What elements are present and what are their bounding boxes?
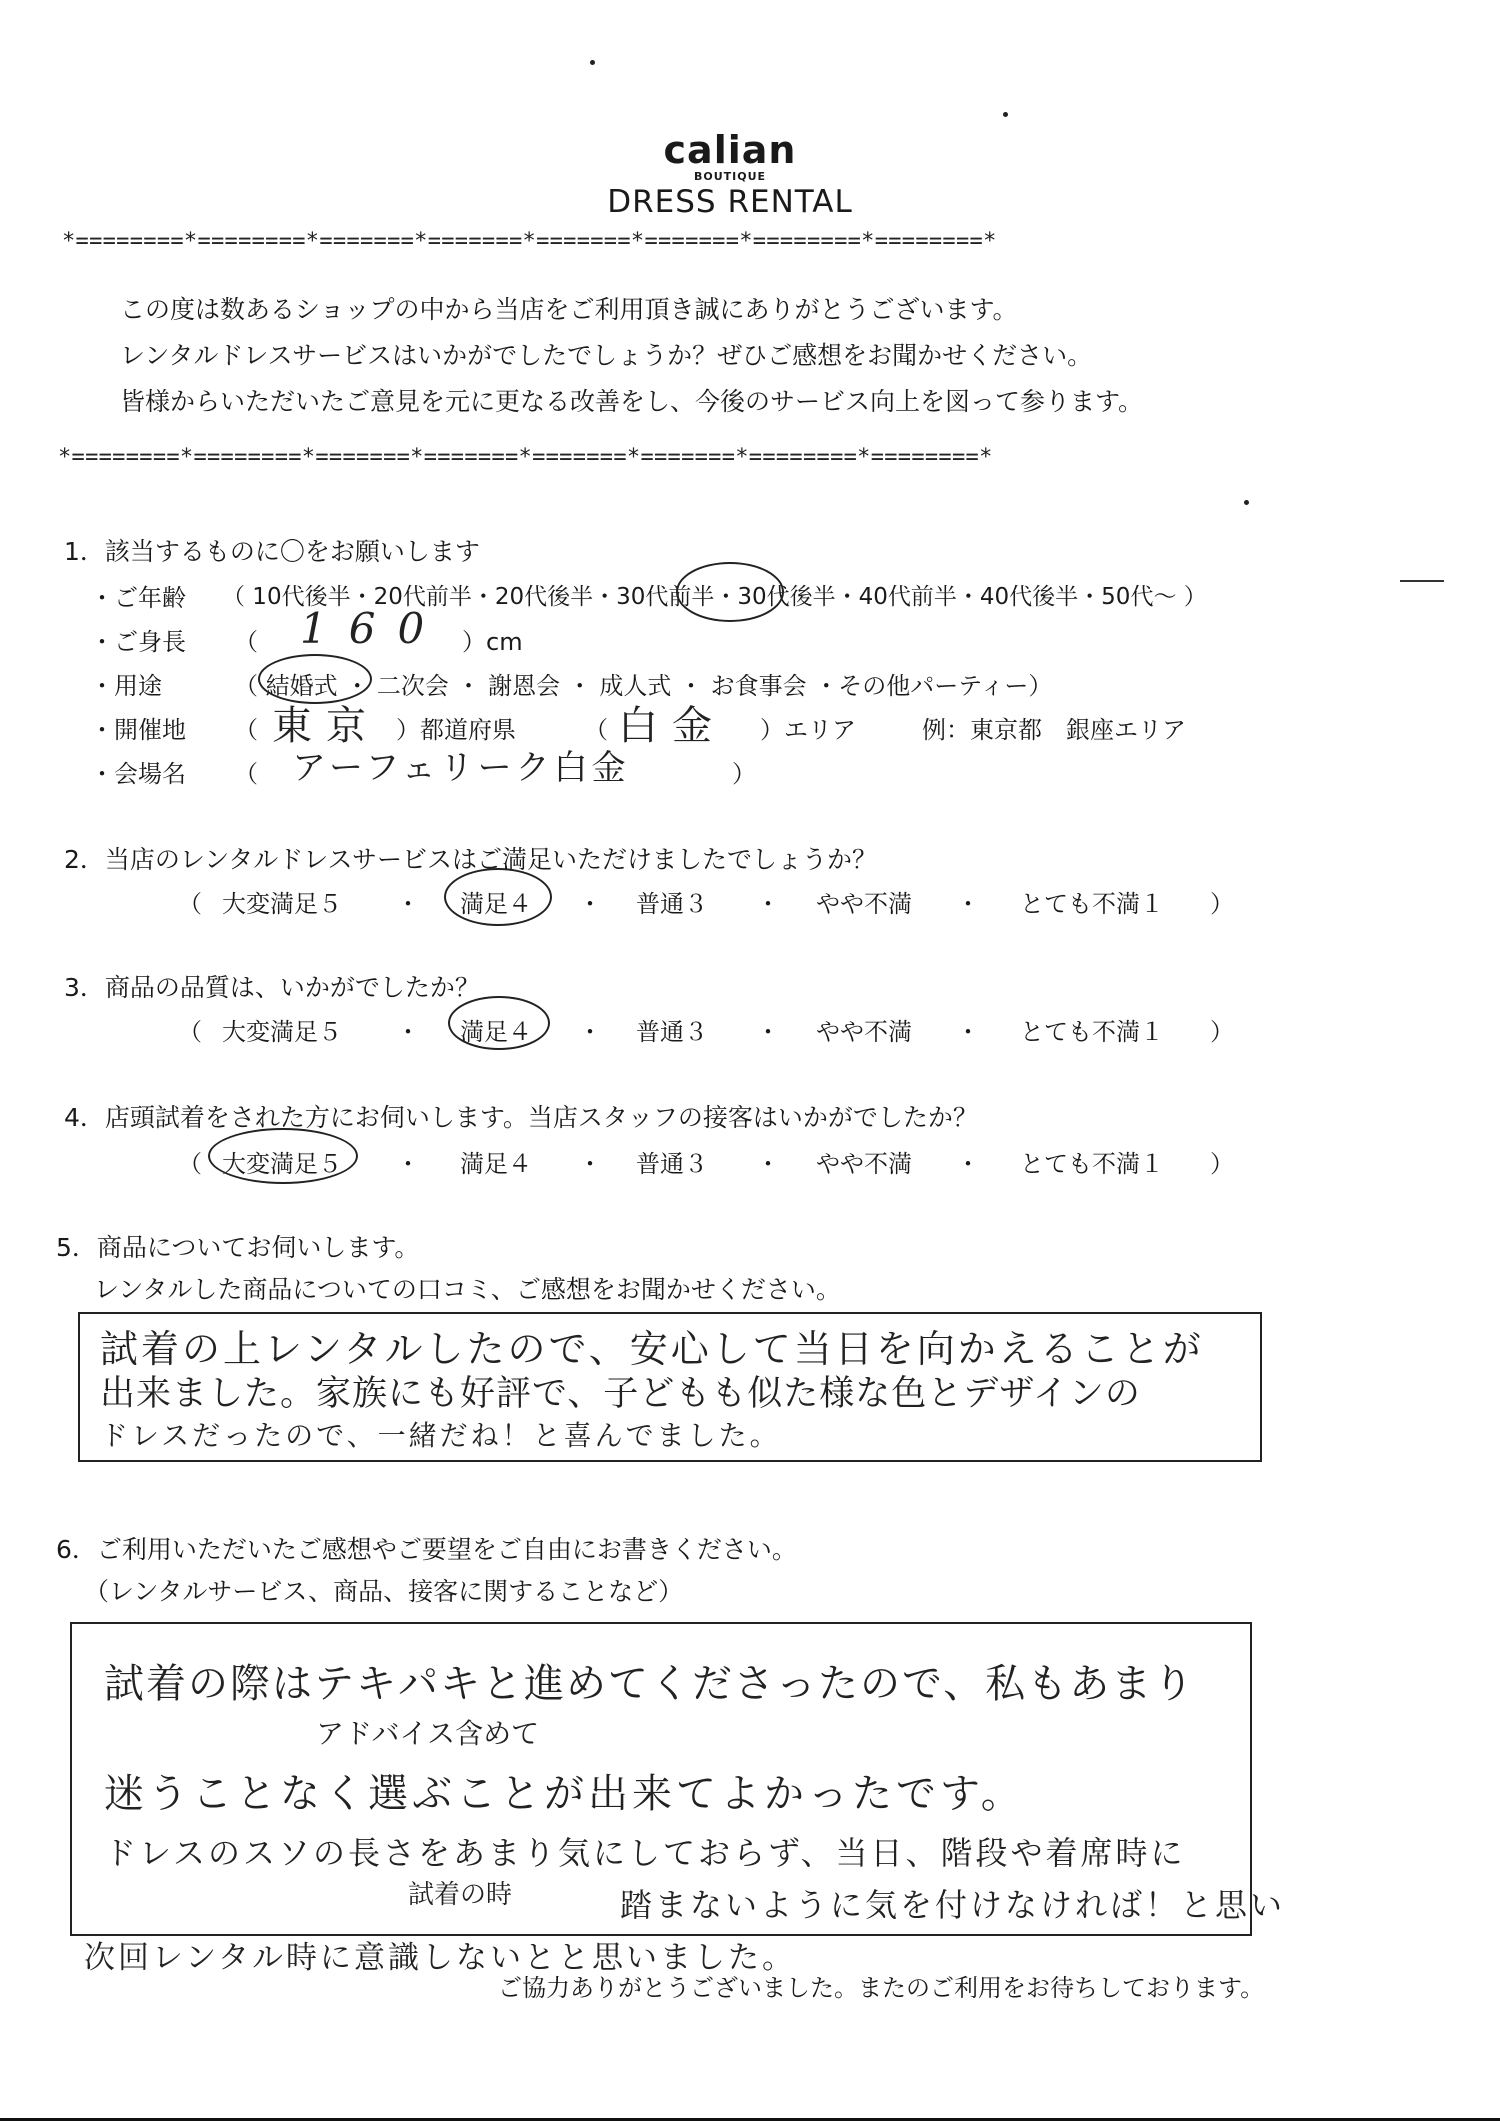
age-options: （ 10代後半・20代前半・20代後半・30代前半・30代後半・40代前半・40代後半・50代〜 ）	[222, 584, 1207, 610]
q5-answer-line-1: 試着の上レンタルしたので、安心して当日を向かえることが	[100, 1327, 1204, 1371]
q3-sep: ・	[578, 1018, 602, 1046]
age-selection-circle	[676, 562, 784, 622]
page-bottom-rule	[0, 2118, 1500, 2121]
q2-close: ）	[1210, 890, 1234, 918]
scan-speck	[1003, 112, 1008, 117]
q4-option-3: 普通３	[636, 1150, 708, 1178]
q5-answer-line-3: ドレスだったので、一緒だね！と喜んでました。	[100, 1419, 781, 1452]
q4-option-5: 大変満足５	[222, 1150, 342, 1178]
q2-selection-circle	[444, 868, 552, 926]
page-title: DRESS RENTAL	[607, 184, 853, 220]
q3-close: ）	[1210, 1018, 1234, 1046]
pref-open: （	[234, 716, 258, 744]
height-value: 160	[300, 604, 447, 653]
q2-sep: ・	[756, 890, 780, 918]
height-unit: ）cm	[462, 628, 523, 656]
q4-sep: ・	[396, 1150, 420, 1178]
q5-answer-line-2: 出来ました。家族にも好評で、子どもも似た様な色とデザインの	[100, 1374, 1141, 1414]
location-label: ・開催地	[90, 716, 186, 744]
location-example: 例：東京都 銀座エリア	[922, 716, 1186, 744]
footer-thanks: ご協力ありがとうございました。またのご利用をお待ちしております。	[498, 1974, 1265, 2002]
height-label: ・ご身長	[90, 628, 186, 656]
q2-option-4: 満足４	[460, 890, 532, 918]
intro-line-1: この度は数あるショップの中から当店をご利用頂き誠にありがとうございます。	[120, 295, 1018, 324]
q1-title: 1．該当するものに〇をお願いします	[64, 537, 480, 566]
area-open: （	[584, 716, 608, 744]
q6-answer-line-2: 迷うことなく選ぶことが出来てよかったです。	[104, 1771, 1025, 1817]
q6-answer-line-5: 次回レンタル時に意識しないとと思いました。	[84, 1940, 796, 1976]
intro-line-2: レンタルドレスサービスはいかがでしたでしょうか？ぜひご感想をお聞かせください。	[120, 341, 1093, 370]
divider-top: *========*========*=======*=======*=======*=======*========*========*	[62, 229, 997, 254]
q3-option-3: 普通３	[636, 1018, 708, 1046]
scan-speck	[1244, 500, 1249, 505]
q3-selection-circle	[448, 996, 550, 1050]
intro-line-3: 皆様からいただいたご意見を元に更なる改善をし、今後のサービス向上を図って参ります。	[120, 387, 1144, 416]
q3-title: 3．商品の品質は、いかがでしたか？	[64, 973, 480, 1002]
q3-sep: ・	[396, 1018, 420, 1046]
q6-insert-1: アドバイス含めて	[316, 1717, 540, 1750]
logo: calian	[663, 128, 797, 172]
venue-value: アーフェリーク白金	[292, 748, 630, 788]
q3-option-2: やや不満	[816, 1018, 912, 1046]
q2-option-2: やや不満	[816, 890, 912, 918]
q2-sep: ・	[956, 890, 980, 918]
area-close: ）エリア	[760, 716, 856, 744]
q3-sep: ・	[756, 1018, 780, 1046]
q2-option-3: 普通３	[636, 890, 708, 918]
q6-title: 6．ご利用いただいたご感想やご要望をご自由にお書きください。	[56, 1535, 797, 1564]
q4-sep: ・	[578, 1150, 602, 1178]
q6-subtitle: （レンタルサービス、商品、接客に関することなど）	[84, 1577, 684, 1606]
q6-answer-line-4: 踏まないように気を付けなければ！と思い	[620, 1886, 1286, 1924]
scan-dash	[1400, 580, 1444, 582]
q2-sep: ・	[578, 890, 602, 918]
q4-selection-circle	[208, 1128, 358, 1184]
q2-open: （	[178, 890, 202, 918]
venue-label: ・会場名	[90, 760, 186, 788]
purpose-options: （ 結婚式 ・ 二次会 ・ 謝恩会 ・ 成人式 ・ お食事会 ・その他パーティー）	[234, 672, 1053, 700]
q3-option-4: 満足４	[460, 1018, 532, 1046]
scan-speck	[590, 60, 595, 65]
q4-option-1: とても不満１	[1020, 1150, 1164, 1178]
q2-option-1: とても不満１	[1020, 890, 1164, 918]
q2-title: 2．当店のレンタルドレスサービスはご満足いただけましたでしょうか？	[64, 845, 878, 874]
venue-close: ）	[732, 760, 756, 788]
q3-option-1: とても不満１	[1020, 1018, 1164, 1046]
q3-open: （	[178, 1018, 202, 1046]
q5-subtitle: レンタルした商品についての口コミ、ご感想をお聞かせください。	[94, 1275, 841, 1304]
venue-open: （	[234, 760, 258, 788]
q4-option-4: 満足４	[460, 1150, 532, 1178]
divider-bottom: *========*========*=======*=======*=======*=======*========*========*	[58, 445, 993, 470]
q4-sep: ・	[956, 1150, 980, 1178]
pref-close: ）都道府県	[396, 716, 516, 744]
logo-subtitle: BOUTIQUE	[693, 170, 767, 183]
q2-sep: ・	[396, 890, 420, 918]
q5-title: 5．商品についてお伺いします。	[56, 1233, 420, 1262]
q6-answer-line-1: 試着の際はテキパキと進めてくださったので、私もあまり	[104, 1661, 1196, 1707]
q3-sep: ・	[956, 1018, 980, 1046]
q4-title: 4．店頭試着をされた方にお伺いします。当店スタッフの接客はいかがでしたか？	[64, 1103, 978, 1132]
q4-sep: ・	[756, 1150, 780, 1178]
height-open: （	[234, 628, 258, 656]
q6-answer-line-3: ドレスのスソの長さをあまり気にしておらず、当日、階段や着席時に	[104, 1834, 1186, 1872]
area-value: 白金	[618, 703, 726, 749]
prefecture-value: 東京	[272, 703, 380, 749]
q6-insert-2: 試着の時	[408, 1880, 513, 1910]
q3-option-5: 大変満足５	[222, 1018, 342, 1046]
purpose-label: ・用途	[90, 672, 162, 700]
q2-option-5: 大変満足５	[222, 890, 342, 918]
q4-close: ）	[1210, 1150, 1234, 1178]
q4-open: （	[178, 1150, 202, 1178]
age-label: ・ご年齢	[90, 584, 186, 612]
q4-option-2: やや不満	[816, 1150, 912, 1178]
